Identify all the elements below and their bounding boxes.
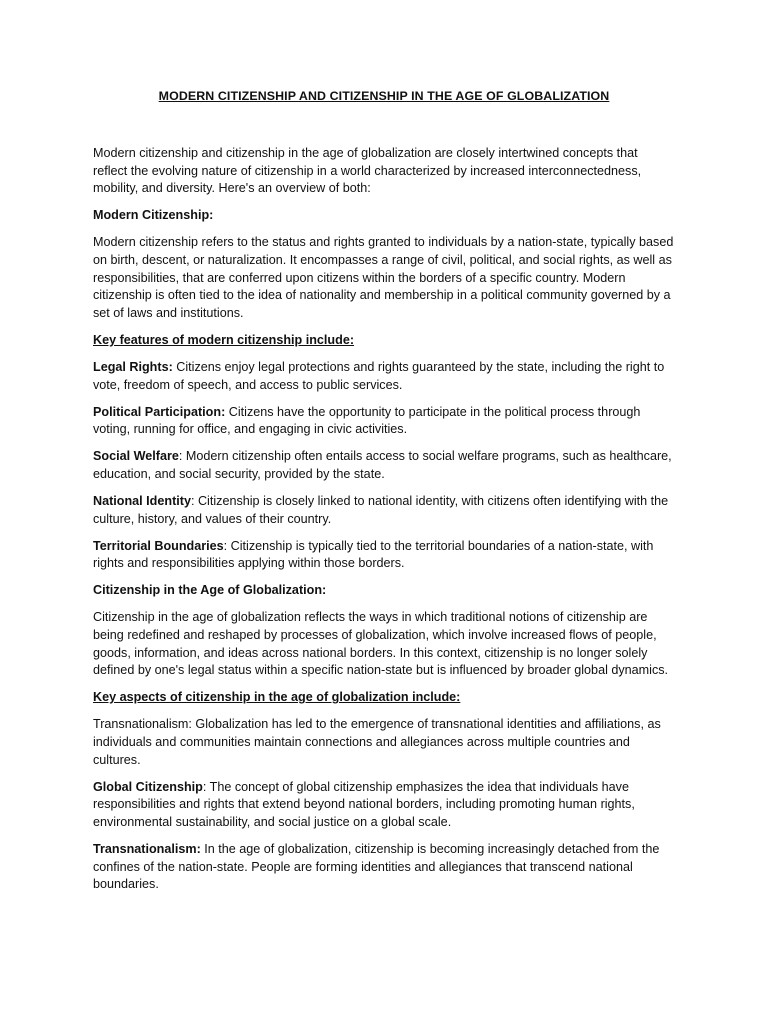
aspect-term: Global Citizenship bbox=[93, 779, 203, 794]
feature-text: : Citizenship is typically tied to the territorial boundaries of a nation-state, with rights and responsibilities applying within those borders. bbox=[93, 538, 654, 571]
feature-item-national-identity bbox=[93, 493, 675, 528]
modern-citizenship-heading: Modern Citizenship: bbox=[93, 208, 214, 223]
modern-features-heading: Key features of modern citizenship include: bbox=[93, 332, 355, 347]
feature-item-territorial-boundaries bbox=[93, 538, 675, 573]
aspect-term: Transnationalism: bbox=[93, 842, 201, 856]
document-title: MODERN CITIZENSHIP AND CITIZENSHIP IN THE AGE OF GLOBALIZATION bbox=[158, 89, 610, 103]
globalization-heading: Citizenship in the Age of Globalization: bbox=[93, 583, 327, 598]
feature-item-social-welfare bbox=[93, 448, 675, 483]
feature-text: Citizens enjoy legal protections and rights guaranteed by the state, including the right to vote, freedom of speech, and access to public services. bbox=[93, 359, 665, 392]
feature-text: Citizens have the opportunity to participate in the political process through voting, running for office, and engaging in civic activities. bbox=[93, 404, 641, 437]
aspect-item-transnationalism bbox=[93, 841, 675, 894]
modern-citizenship-paragraph: Modern citizenship refers to the status and rights granted to individuals by a nation-state, typically based on birth, descent, or naturalization. It encompasses a range of civil, political, and social rights, as well as responsibilities, that are conferred upon citizens within the borders of a specific country. Modern citizenship is often tied to the idea of nationality and membership in a political community governed by a set of laws and institutions. bbox=[93, 235, 674, 320]
feature-term: Legal Rights: bbox=[93, 359, 173, 374]
globalization-aspects-heading: Key aspects of citizenship in the age of globalization include: bbox=[93, 690, 461, 705]
feature-text: : Citizenship is closely linked to national identity, with citizens often identifying with the culture, history, and values of their country. bbox=[93, 494, 669, 526]
aspect-text: In the age of globalization, citizenship is becoming increasingly detached from the confines of the nation-state. People are forming identities and allegiances that transcend national boundaries. bbox=[93, 842, 660, 892]
feature-term: Political Participation: bbox=[93, 404, 226, 419]
feature-term: Territorial Boundaries bbox=[93, 538, 224, 553]
aspect-text: : The concept of global citizenship emphasizes the idea that individuals have responsibilities and rights that extend beyond national borders, including promoting human rights, environmental sustainability, and social justice on a global scale. bbox=[93, 779, 635, 829]
feature-item-legal-rights bbox=[93, 359, 675, 394]
feature-term: Social Welfare bbox=[93, 449, 179, 464]
feature-text: : Modern citizenship often entails access to social welfare programs, such as healthcare, education, and social security, provided by the state. bbox=[93, 449, 672, 481]
globalization-paragraph: Citizenship in the age of globalization reflects the ways in which traditional notions of citizenship are being redefined and reshaped by processes of globalization, which involve increased flows of people, goods, information, and ideas across national borders. In this context, citizenship is no longer solely defined by one's legal status within a specific nation-state but is influenced by broader global dynamics. bbox=[93, 610, 669, 678]
feature-item-political-participation bbox=[93, 404, 675, 439]
feature-term: National Identity bbox=[93, 494, 191, 508]
aspect-item-transnationalism-plain: Transnationalism: Globalization has led to the emergence of transnational identities and affiliations, as individuals and communities maintain connections and allegiances across multiple countries and cultures. bbox=[93, 717, 661, 767]
intro-paragraph: Modern citizenship and citizenship in the age of globalization are closely intertwined concepts that reflect the evolving nature of citizenship in a world characterized by increased interconnectedness, mobility, and diversity. Here's an overview of both: bbox=[93, 146, 642, 196]
aspect-item-global-citizenship bbox=[93, 779, 675, 832]
document-page bbox=[93, 88, 675, 903]
